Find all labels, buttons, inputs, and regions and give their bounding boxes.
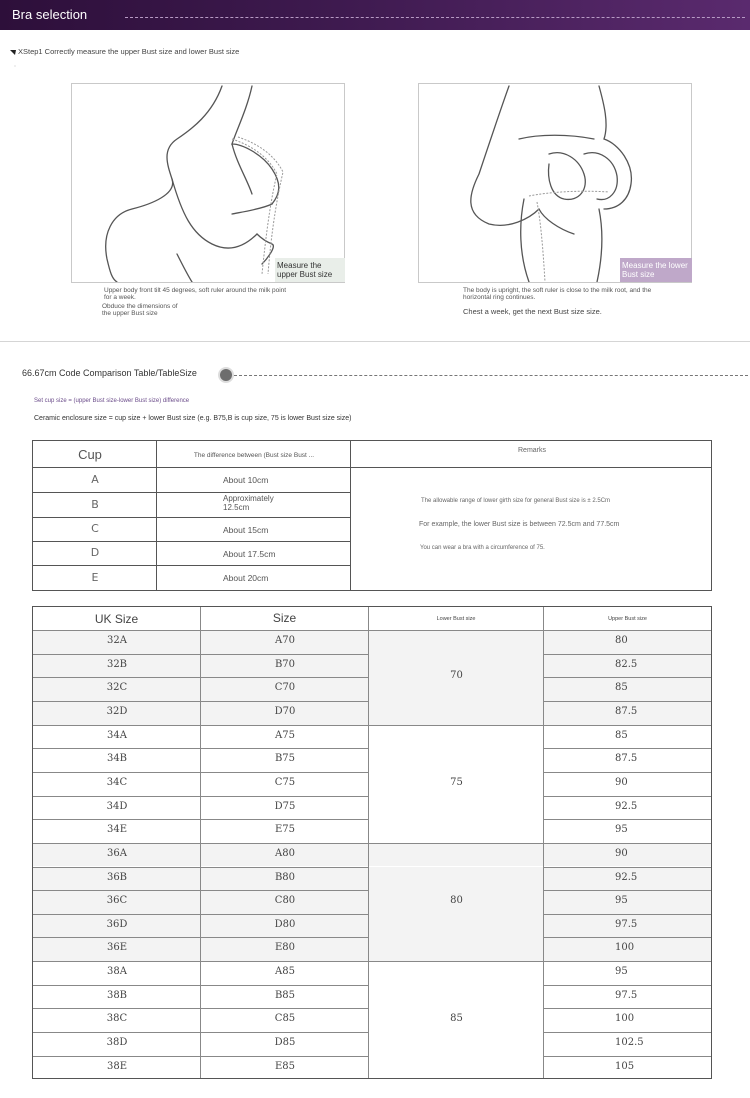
upper-bust-cell: 95 [615, 966, 628, 978]
cup-row-divider [33, 492, 351, 493]
uk-size-cell: 32C [106, 682, 128, 694]
lower-bust-illustration [418, 83, 692, 283]
uk-size-cell: 36E [106, 942, 128, 954]
cup-difference: About 17.5cm [223, 549, 276, 559]
upper-bust-header: Upper Bust size [608, 616, 647, 622]
size-header: Size [272, 611, 297, 625]
grid-line [544, 772, 711, 773]
cup-letter: E [91, 570, 99, 584]
uk-size-header: UK Size [94, 612, 139, 626]
header-title: Bra selection [12, 7, 88, 22]
upper-bust-cell: 85 [615, 682, 628, 694]
size-cell: E80 [274, 942, 296, 954]
cup-letter: B [91, 497, 99, 511]
lower-bust-cell: 85 [450, 1013, 463, 1025]
upper-bust-cell: 92.5 [615, 871, 638, 883]
grid-line [33, 630, 711, 631]
size-cell: D80 [274, 918, 296, 930]
upper-bust-cell: 85 [615, 729, 628, 741]
lower-bust-header: Lower Bust size [436, 616, 476, 622]
grid-line [544, 914, 711, 915]
lower-bust-cell: 80 [450, 894, 463, 906]
cup-row-divider [33, 541, 351, 542]
ceramic-formula-note: Ceramic enclosure size = cup size + lower Bust size (e.g. B75,B is cup size, 75 is lower Bust size size) [34, 415, 352, 422]
cup-letter: D [90, 546, 100, 559]
upper-bust-cell: 100 [615, 1013, 635, 1025]
uk-size-cell: 38C [106, 1013, 128, 1025]
uk-size-cell: 38D [106, 1037, 128, 1049]
cup-header-divider [33, 467, 711, 468]
grid-line [33, 772, 369, 773]
uk-size-cell: 36B [106, 871, 128, 883]
grid-line [33, 1032, 369, 1033]
upper-bust-cell: 92.5 [615, 800, 638, 812]
upper-bust-cell: 105 [615, 1060, 635, 1072]
cup-row-divider [33, 565, 351, 566]
grid-line [33, 796, 369, 797]
grid-line [33, 819, 369, 820]
header-bar [0, 0, 750, 30]
grid-line [33, 914, 369, 915]
size-cell: A80 [275, 847, 295, 859]
size-cell: C85 [274, 1013, 296, 1025]
uk-size-cell: 34A [107, 729, 127, 741]
grid-line [544, 819, 711, 820]
uk-size-cell: 34C [106, 776, 128, 788]
uk-size-cell: 32D [106, 705, 128, 717]
grid-line [33, 677, 369, 678]
header-dashed-line [125, 17, 745, 18]
uk-size-cell: 32B [106, 658, 128, 670]
upper-bust-cell: 90 [615, 847, 628, 859]
grid-line [33, 701, 369, 702]
cup-difference-table [32, 440, 712, 591]
uk-size-cell: 38E [106, 1060, 128, 1072]
lower-bust-figure-drawing [419, 84, 691, 282]
grid-line [33, 937, 369, 938]
upper-bust-cell: 87.5 [615, 753, 638, 765]
size-cell: C80 [274, 895, 296, 907]
cup-col-divider [156, 441, 157, 590]
upper-bust-caption: Upper body front tilt 45 degrees, soft ruler around the milk point for a week. [104, 287, 287, 301]
upper-bust-illustration [71, 83, 345, 283]
grid-line [544, 1056, 711, 1057]
cup-row-divider [33, 517, 351, 518]
upper-bust-cell: 87.5 [615, 705, 638, 717]
uk-size-cell: 34D [106, 800, 128, 812]
size-cell: B70 [274, 658, 296, 670]
diff-header: The difference between (Bust size Bust ... [193, 452, 315, 459]
grid-line [544, 677, 711, 678]
size-cell: E75 [274, 824, 296, 836]
grid-line [33, 1008, 369, 1009]
size-cell: D70 [274, 705, 296, 717]
step-tick-icon: ˌ [14, 61, 16, 67]
cup-difference: About 15cm [223, 525, 269, 535]
upper-bust-figure-drawing [72, 84, 344, 282]
uk-size-cell: 34B [106, 753, 128, 765]
uk-size-cell: 36D [106, 918, 128, 930]
grid-line [33, 654, 369, 655]
upper-bust-caption-2: Obduce the dimensions of the upper Bust size [102, 303, 178, 317]
lower-bust-label: Measure the lower Bust size [620, 258, 692, 282]
section-bullet-icon [220, 369, 232, 381]
cup-col-divider [350, 441, 351, 590]
upper-bust-cell: 97.5 [615, 918, 638, 930]
grid-line [544, 654, 711, 655]
cup-letter: C [91, 522, 99, 535]
grid-line [544, 890, 711, 891]
uk-size-cell: 36A [107, 847, 127, 859]
size-cell: D75 [274, 800, 296, 812]
size-cell: A85 [275, 966, 295, 978]
size-comparison-table [32, 606, 712, 1079]
upper-bust-cell: 100 [615, 942, 635, 954]
size-cell: A75 [275, 729, 295, 741]
grid-line [33, 890, 369, 891]
upper-bust-cell: 95 [615, 824, 628, 836]
size-cell: C70 [274, 682, 296, 694]
grid-line [544, 748, 711, 749]
size-cell: B80 [274, 871, 296, 883]
upper-bust-cell: 95 [615, 895, 628, 907]
grid-line [544, 1008, 711, 1009]
upper-bust-cell: 80 [615, 635, 628, 646]
grid-line [33, 1056, 369, 1057]
section-divider [0, 341, 750, 342]
grid-line [33, 867, 369, 868]
lower-bust-cell: 70 [450, 670, 463, 682]
uk-size-cell: 32A [107, 635, 127, 646]
grid-line [33, 985, 369, 986]
section-title: 66.67cm Code Comparison Table/TableSize [22, 368, 197, 378]
grid-line [33, 961, 711, 962]
grid-line [544, 867, 711, 868]
grid-line [544, 1032, 711, 1033]
remark-header: Remarks [518, 447, 547, 454]
step-marker-icon [10, 50, 16, 55]
cup-formula-note: Set cup size = (upper Bust size-lower Bust size) difference [34, 398, 190, 404]
uk-size-cell: 38B [106, 989, 128, 1001]
uk-size-cell: 34E [106, 824, 128, 836]
size-cell: B85 [274, 989, 296, 1001]
grid-line [544, 937, 711, 938]
lower-bust-caption: The body is upright, the soft ruler is close to the milk root, and the horizontal ring continues. [463, 287, 652, 301]
step1-text: XStep1 Correctly measure the upper Bust size and lower Bust size [18, 47, 240, 56]
remark-line: The allowable range of lower girth size for general Bust size is ± 2.5Cm [421, 498, 611, 504]
upper-bust-label: Measure the upper Bust size [275, 258, 345, 282]
size-cell: A70 [275, 635, 295, 646]
grid-line [544, 985, 711, 986]
grid-line [33, 843, 711, 844]
grid-line [544, 796, 711, 797]
uk-size-cell: 38A [107, 966, 127, 978]
size-cell: B75 [274, 753, 296, 765]
cup-header: Cup [78, 447, 102, 462]
cup-difference: About 10cm [223, 475, 269, 485]
cup-difference: About 20cm [223, 573, 269, 583]
section-dashed-line [234, 375, 748, 376]
grid-line [33, 748, 369, 749]
lower-bust-caption-2: Chest a week, get the next Bust size size. [463, 307, 602, 316]
cup-letter: A [91, 472, 99, 486]
upper-bust-cell: 97.5 [615, 989, 638, 1001]
size-cell: D85 [274, 1037, 296, 1049]
remark-line: For example, the lower Bust size is between 72.5cm and 77.5cm [419, 521, 620, 528]
lower-bust-cell: 75 [450, 776, 463, 788]
upper-bust-cell: 82.5 [615, 658, 638, 670]
uk-size-cell: 36C [106, 895, 128, 907]
grid-line [544, 701, 711, 702]
size-cell: E85 [274, 1060, 296, 1072]
remark-line: You can wear a bra with a circumference of 75. [420, 545, 545, 551]
upper-bust-cell: 90 [615, 776, 628, 788]
size-cell: C75 [274, 776, 296, 788]
grid-line [33, 725, 711, 726]
upper-bust-cell: 102.5 [615, 1037, 644, 1049]
cup-difference: Approximately 12.5cm [223, 494, 274, 512]
